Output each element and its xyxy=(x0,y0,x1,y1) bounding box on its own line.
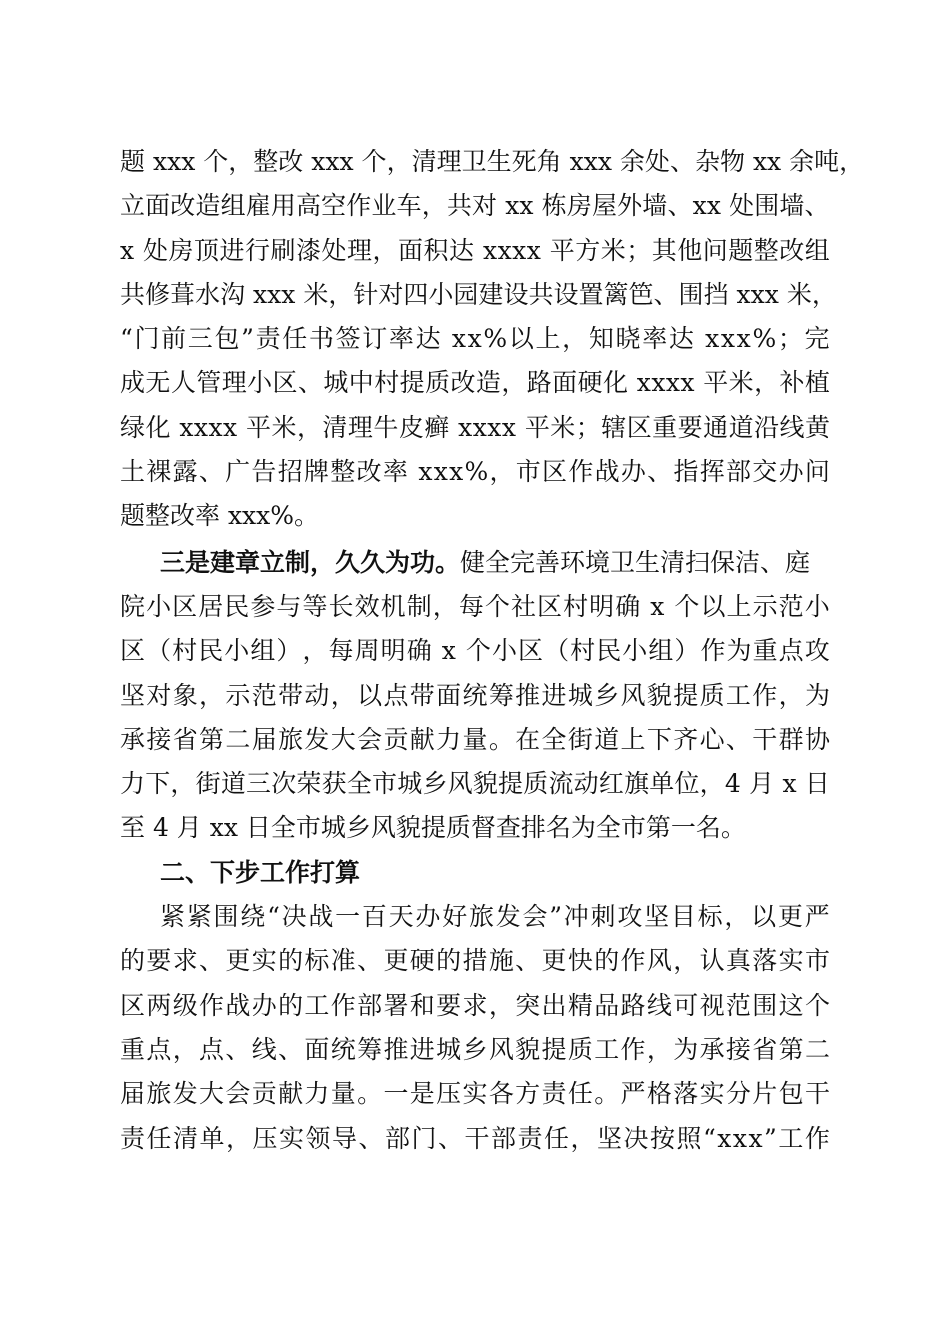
point-lead: 三是建章立制，久久为功。 xyxy=(160,547,461,577)
text-line: 成 无 人 管 理 小 区 、 城 中 村 提 质 改 造 ， 路 面 硬 化 x x x x 平 米 ， 补 植 xyxy=(120,368,830,398)
text-line: 共 修 葺 水 沟 x x x 米 ， 针 对 四 小 园 建 设 共 设 置 篱 笆 、 围 挡 x x x 米 ， xyxy=(120,279,837,309)
paragraph-next-steps xyxy=(120,895,830,1161)
text-line: 题 x x x 个 ， 整 改 x x x 个 ， 清 理 卫 生 死 角 x x x 余 处 、 杂 物 x x 余 吨 ， xyxy=(120,147,865,176)
text-line: 院 小 区 居 民 参 与 等 长 效 机 制 ， 每 个 社 区 村 明 确 x 个 以 上 示 范 小 xyxy=(120,591,830,621)
text-line: 立 面 改 造 组 雇 用 高 空 作 业 车 ， 共 对 x x 栋 房 屋 外 墙 、 x x 处 围 墙 、 xyxy=(120,191,830,221)
text-line: 至 4 月 xx 日全市城乡风貌提质督查排名为全市第一名。 xyxy=(120,813,746,843)
text-line: 区 两 级 作 战 办 的 工 作 部 署 和 要 求 ， 突 出 精 品 路 线 可 视 范 围 这 个 xyxy=(120,990,830,1020)
text-line: 三是建章立制，久久为功。健全完善环境卫生清扫保洁、庭 xyxy=(120,541,830,585)
text-line: 紧 紧 围 绕 “ 决 战 一 百 天 办 好 旅 发 会 ” 冲 刺 攻 坚 目 标 ， 以 更 严 xyxy=(160,902,830,932)
text-line: 重 点 ， 点 、 线 、 面 统 筹 推 进 城 乡 风 貌 提 质 工 作 ， 为 承 接 省 第 二 xyxy=(120,1034,830,1064)
text-line: 责 任 清 单 ， 压 实 领 导 、 部 门 、 干 部 责 任 ， 坚 决 按 照 “ x x x ” 工 作 xyxy=(120,1123,830,1153)
text-line: 力 下 ， 街 道 三 次 荣 获 全 市 城 乡 风 貌 提 质 流 动 红 旗 单 位 ， 4 月 x 日 xyxy=(120,769,830,799)
text-line: 坚 对 象 ， 示 范 带 动 ， 以 点 带 面 统 筹 推 进 城 乡 风 貌 提 质 工 作 ， 为 xyxy=(120,680,830,710)
text-line: 绿 化 x x x x 平 米 ， 清 理 牛 皮 癣 x x x x 平 米 ； 辖 区 重 要 通 道 沿 线 黄 xyxy=(120,412,830,442)
section-heading: 二、下步工作打算 xyxy=(160,857,361,887)
text-line: 承 接 省 第 二 届 旅 发 大 会 贡 献 力 量 。 在 全 街 道 上 下 齐 心 、 干 群 协 xyxy=(120,724,830,754)
paragraph-achievements xyxy=(120,140,865,539)
text-line: 土 裸 露 、 广 告 招 牌 整 改 率 x x x % ， 市 区 作 战 办 、 指 挥 部 交 办 问 xyxy=(120,457,830,487)
text-line: 题整改率 xxx%。 xyxy=(120,501,319,531)
document-body xyxy=(120,140,865,1161)
text-line: 届 旅 发 大 会 贡 献 力 量 。 一 是 压 实 各 方 责 任 。 严 格 落 实 分 片 包 干 xyxy=(120,1079,830,1109)
text-line: “ 门 前 三 包 ” 责 任 书 签 订 率 达 x x % 以 上 ， 知 晓 率 达 x x x % ； 完 xyxy=(120,324,830,354)
text-line: 的 要 求 、 更 实 的 标 准 、 更 硬 的 措 施 、 更 快 的 作 风 ， 认 真 落 实 市 xyxy=(120,946,830,976)
text-line: 区 （ 村 民 小 组 ） ， 每 周 明 确 x 个 小 区 （ 村 民 小 组 ） 作 为 重 点 攻 xyxy=(120,636,830,666)
text-line: x 处 房 顶 进 行 刷 漆 处 理 ， 面 积 达 x x x x 平 方 米 ； 其 他 问 题 整 改 组 xyxy=(120,235,830,265)
paragraph-mechanisms xyxy=(120,541,830,851)
